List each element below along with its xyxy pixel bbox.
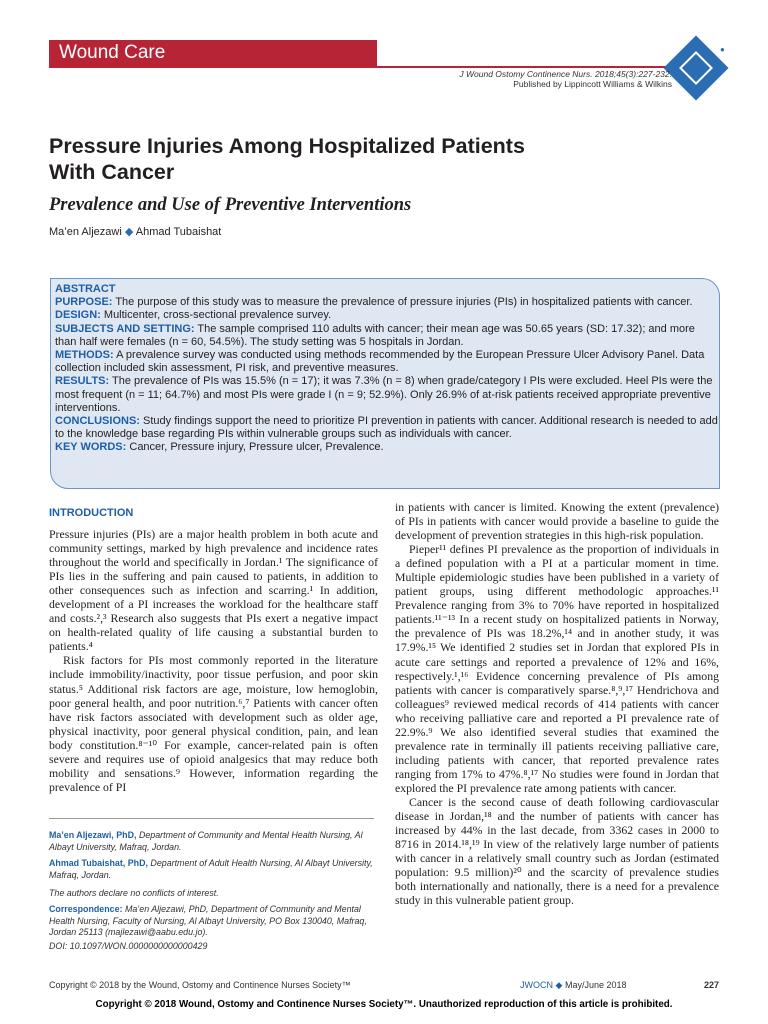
copyright-notice: Copyright © 2018 Wound, Ostomy and Continence Nurses Society™. Unauthorized reproduction of this article is prohibited. <box>95 999 673 1010</box>
left-column <box>49 527 378 794</box>
title-line-2: With Cancer <box>49 160 175 184</box>
affiliation-2 <box>49 858 389 881</box>
results-label: RESULTS: <box>55 375 110 388</box>
article-subtitle: Prevalence and Use of Preventive Interventions <box>49 195 412 215</box>
results-text: The prevalence of PIs was 15.5% (n = 17); it was 7.3% (n = 8) when grade/category I PIs were excluded. Heel PIs were the most frequent (n = 11; 64.7%) and most PIs were grade I (n = 9; 52.9%). Only 26.9% of at-risk patients received appropriate preventive interventions. <box>55 375 713 414</box>
affiliation-1-name: Ma’en Aljezawi, PhD, <box>49 830 137 840</box>
correspondence <box>49 904 389 939</box>
section-label: Wound Care <box>59 42 166 63</box>
conclusions-text: Study findings support the need to prioritize PI prevention in patients with cancer. Additional research is needed to add to the knowledge base regarding PIs within vulnerable groups such as individuals with cancer. <box>55 415 718 441</box>
footer-journal-info <box>520 980 627 991</box>
body-paragraph-2: Pieper¹¹ defines PI prevalence as the proportion of individuals in a defined population with a PI at a particular moment in time. Multiple epidemiologic studies have been published in a variety of patient groups, using different methodologic approaches.¹¹ Prevalence ranging from 3% to 70% have reported in hospitalized patients.¹¹⁻¹³ In a recent study on hospitalized patients in Norway, the prevalence of PIs was 18.2%,¹⁴ and in another study, it was 17.9%.¹⁵ We identified 2 studies set in Jordan that explored PIs in acute care settings and reported a prevalence of 12% and 16%, respectively.¹,¹⁶ Evidence concerning prevalence of PIs among patients with cancer is comparatively sparse.⁸,⁹,¹⁷ Hendrichova and colleagues⁹ reviewed medical records of 414 patients with cancer who receiving palliative care and reported a PI prevalence rate of 22.9%.⁹ We also identified several studies that examined the prevalence rate in terminally ill patients receiving palliative care, including patients with cancer, that reported prevalence rates ranging from 17% to 47%.⁸,¹⁷ No studies were found in Jordan that explored the PI prevalence rate among patients with cancer. <box>395 542 719 795</box>
registered-mark-icon: ● <box>720 45 725 54</box>
doi: DOI: 10.1097/WON.0000000000000429 <box>49 941 208 951</box>
article-title <box>49 133 649 185</box>
purpose-label: PURPOSE: <box>55 296 113 309</box>
conflicts-statement: The authors declare no conflicts of interest. <box>49 888 219 898</box>
affiliation-1-text: Department of Community and Mental Health Nursing, Al Albayt University, Mafraq, Jordan. <box>49 830 363 852</box>
body-paragraph-3: Cancer is the second cause of death following cardiovascular disease in Jordan,¹⁸ and the number of patients with cancer has increased by 44% in the last decade, from 3362 cases in 2000 to 8716 in 2014.¹⁸,¹⁹ In view of the relatively large number of patients with cancer in a relatively small country such as Jordan (estimated population: 9.5 million)²⁰ and the scarcity of prevalence studies both internationally and nationally, there is a need for a prevalence study in this vulnerable patient group. <box>395 794 719 908</box>
right-column <box>395 500 719 907</box>
affiliation-1 <box>49 830 389 853</box>
keywords-label: KEY WORDS: <box>55 441 127 454</box>
affiliation-2-text: Department of Adult Health Nursing, Al Albayt University, Mafraq, Jordan. <box>49 858 373 880</box>
page-number: 227 <box>704 980 720 990</box>
intro-paragraph-1: Pressure injuries (PIs) are a major health problem in both acute and community settings, marked by high prevalence and incidence rates throughout the world and specifically in Jordan.¹ The significance of PIs lies in the suffering and pain caused to patients, in addition to other consequences such as infection and scarring.¹ In addition, development of a PI increases the workload for the healthcare staff and costs.²,³ Research also suggests that PIs exert a negative impact on health-related quality of life causing a substantial burden to patients.⁴ <box>49 527 378 654</box>
author-line <box>49 225 221 238</box>
intro-paragraph-2: Risk factors for PIs most commonly reported in the literature include immobility/inactivity, poor tissue perfusion, and poor skin status.⁵ Additional risk factors are age, moisture, low hemoglobin, poor general health, and poor nutrition.⁶,⁷ Patients with cancer often have risk factors associated with development such as older age, physical inactivity, poor general physical condition, pain, and lean body constitution.⁸⁻¹⁰ For example, cancer-related pain is often severe and requires use of opioid analgesics that may reduce both mobility and sensations.⁹ However, information regarding the prevalence of PI <box>49 653 378 794</box>
section-rule <box>49 66 674 68</box>
footer-journal: JWOCN <box>520 980 553 990</box>
introduction-heading: INTRODUCTION <box>49 507 134 519</box>
title-line-1: Pressure Injuries Among Hospitalized Patients <box>49 134 525 158</box>
abstract-heading: ABSTRACT <box>55 283 116 295</box>
footer-diamond-icon: ◆ <box>555 980 563 990</box>
diamond-separator-icon: ◆ <box>124 226 134 238</box>
correspondence-text: Ma’en Aljezawi, PhD, Department of Community and Mental Health Nursing, Faculty of Nursing, Al Albayt University, PO Box 130040, Mafraq, Jordan 25113 (majlezawi@aabu.edu.jo). <box>49 904 367 937</box>
author-1: Ma’en Aljezawi <box>49 226 122 238</box>
body-paragraph-1: in patients with cancer is limited. Knowing the extent (prevalence) of PIs in patients with cancer would provide a baseline to guide the development of prevention strategies in this high-risk population. <box>395 500 719 543</box>
correspondence-label: Correspondence: <box>49 904 123 914</box>
citation-line-2: Published by Lippincott Williams & Wilkins <box>513 79 672 89</box>
citation-line-1: J Wound Ostomy Continence Nurs. 2018;45(3):227-232. <box>459 69 672 79</box>
design-label: DESIGN: <box>55 309 101 322</box>
design-text: Multicenter, cross-sectional prevalence survey. <box>103 309 332 322</box>
conclusions-label: CONCLUSIONS: <box>55 415 140 428</box>
subjects-text: The sample comprised 110 adults with cancer; their mean age was 50.65 years (SD: 17.32); and more than half were females (n = 60, 54.5%). The study setting was 5 hospitals in Jordan. <box>55 322 695 348</box>
abstract-text <box>55 283 718 455</box>
author-2: Ahmad Tubaishat <box>135 226 222 238</box>
footnote-rule <box>49 818 374 819</box>
methods-text: A prevalence survey was conducted using methods recommended by the European Pressure Ulcer Advisory Panel. Data collection included skin assessment, PI risk, and preventive measures. <box>55 349 705 375</box>
methods-label: METHODS: <box>55 349 114 362</box>
footer-issue: May/June 2018 <box>564 980 627 990</box>
affiliation-2-name: Ahmad Tubaishat, PhD, <box>49 858 148 868</box>
subjects-label: SUBJECTS AND SETTING: <box>55 322 195 335</box>
section-banner <box>49 40 377 66</box>
keywords-text: Cancer, Pressure injury, Pressure ulcer, Prevalence. <box>129 441 384 454</box>
purpose-text: The purpose of this study was to measure the prevalence of pressure injuries (PIs) in hospitalized patients with cancer. <box>115 296 693 309</box>
footer-copyright: Copyright © 2018 by the Wound, Ostomy and Continence Nurses Society™ <box>49 980 351 990</box>
